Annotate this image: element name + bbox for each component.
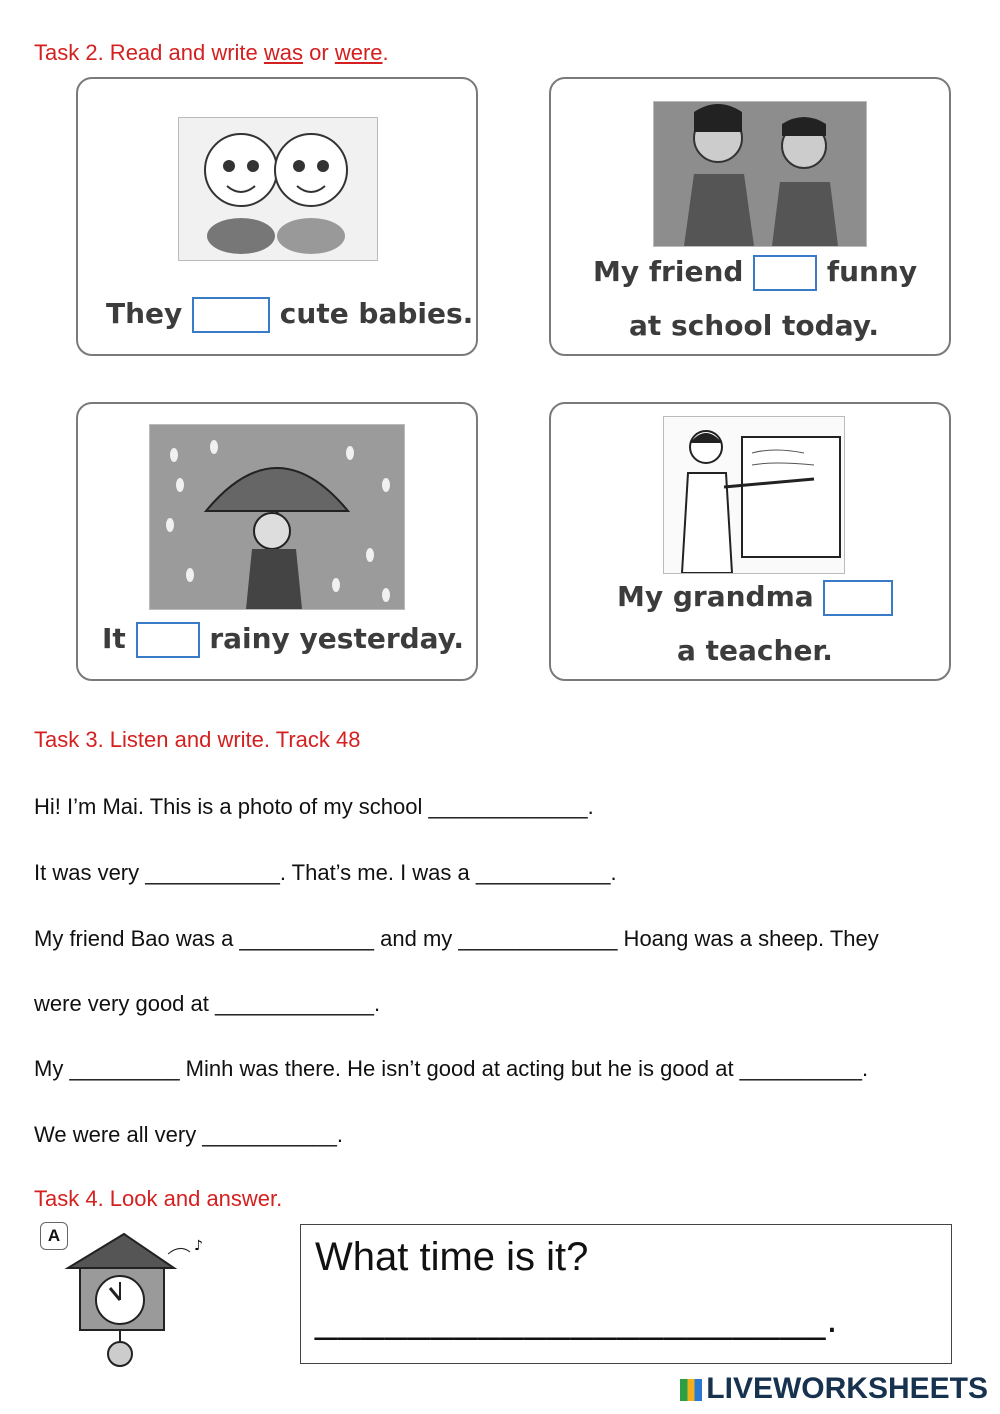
task3-line-3: My friend Bao was a ___________ and my _____________ Hoang was a sheep. They: [34, 926, 879, 951]
answer-box[interactable]: [823, 580, 893, 616]
exercise-card-rain: [76, 402, 478, 681]
svg-text:♪: ♪: [194, 1238, 203, 1254]
task2-word-was: was: [263, 40, 304, 65]
sentence-part: funny: [826, 255, 918, 288]
task2-title-text: Task 2. Read and write: [34, 40, 264, 65]
sentence-part: My grandma: [617, 580, 814, 613]
sentence-part: rainy yesterday.: [209, 622, 465, 655]
task3-line-1: Hi! I’m Mai. This is a photo of my school _____________.: [34, 794, 594, 819]
sentence-part: They: [106, 297, 183, 330]
sentence-teacher-line1: [617, 580, 893, 616]
answer-box[interactable]: [192, 297, 270, 333]
picture-label-badge: A: [40, 1222, 68, 1250]
sentence-part: It: [102, 622, 126, 655]
task3-title: Task 3. Listen and write. Track 48: [34, 727, 361, 752]
logo-text: LIVEWORKSHEETS: [706, 1372, 988, 1405]
answer-box[interactable]: [136, 622, 200, 658]
exercise-card-friend: [549, 77, 951, 356]
sentence-friend-line2: at school today.: [629, 309, 880, 342]
answer-box-time: [300, 1224, 952, 1364]
task2-title: [34, 40, 389, 66]
liveworksheets-logo: [680, 1372, 988, 1406]
sentence-friend-line1: [593, 255, 917, 291]
exercise-card-babies: [76, 77, 478, 356]
answer-blank[interactable]: ______________________.: [315, 1297, 839, 1341]
task2-word-were: were: [334, 40, 383, 65]
babies-illustration: [178, 117, 378, 261]
teacher-illustration: [663, 416, 845, 574]
task3-line-6: We were all very ___________.: [34, 1122, 344, 1147]
task3-line-5: My _________ Minh was there. He isn’t good at acting but he is good at __________.: [34, 1056, 869, 1081]
task3-line-2: It was very ___________. That’s me. I was a ___________.: [34, 860, 617, 885]
sentence-part: cute babies.: [279, 297, 474, 330]
rainy-umbrella-illustration: [149, 424, 405, 610]
task3-line-4: were very good at _____________.: [34, 991, 381, 1016]
friends-photo: [653, 101, 867, 247]
answer-box[interactable]: [753, 255, 817, 291]
question-text: What time is it?: [315, 1235, 589, 1279]
task2-title-suffix: .: [382, 40, 389, 65]
sentence-babies: [106, 297, 473, 333]
exercise-card-teacher: [549, 402, 951, 681]
sentence-part: My friend: [593, 255, 744, 288]
task4-title: Task 4. Look and answer.: [34, 1186, 283, 1211]
logo-mark-icon: [680, 1379, 702, 1401]
sentence-rain: [102, 622, 464, 658]
cuckoo-clock-illustration: [64, 1228, 214, 1370]
task2-title-mid: or: [303, 40, 335, 65]
sentence-teacher-line2: a teacher.: [677, 634, 833, 667]
